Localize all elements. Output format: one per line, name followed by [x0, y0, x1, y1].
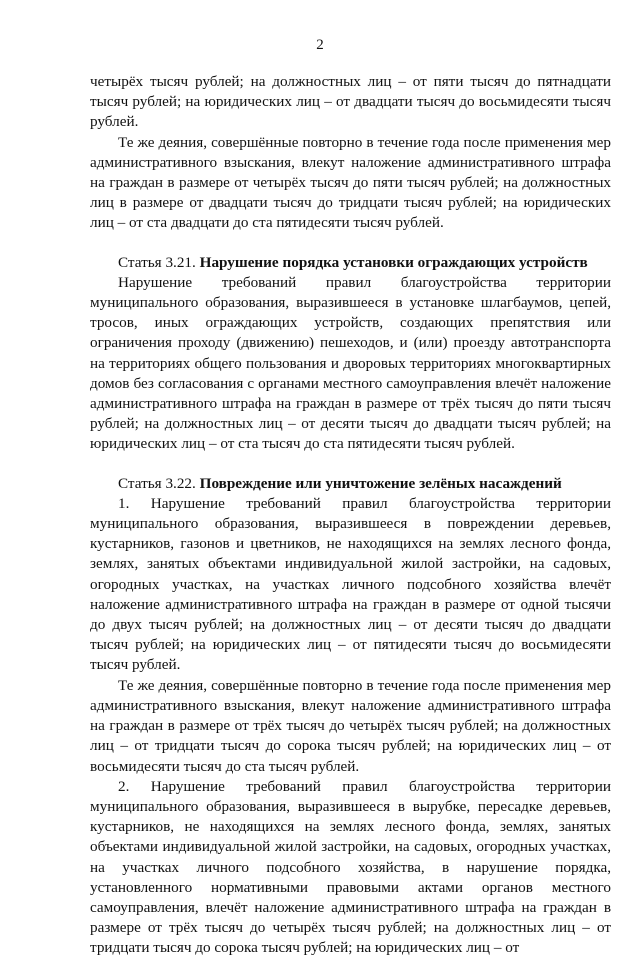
page-number: 2 — [316, 37, 324, 53]
article-3-21-title: Нарушение порядка установки ограждающих устройств — [199, 253, 588, 271]
article-3-21-prefix: Статья 3.21. — [118, 253, 196, 271]
article-3-22-prefix: Статья 3.22. — [118, 474, 196, 492]
article-3-22-item-2: 2. Нарушение требований правил благоустройства территории муниципального образования, выразившееся в вырубке, пересадке деревьев, кустарников, не находящихся на землях лесного фонда, землях, занятых объектами индивидуальной жилой застройки, на садовых, огородных участках, на участках личного подсобного хозяйства, в нарушение порядка, установленного нормативными правовыми актами органов местного самоуправления, влечёт наложение административного штрафа на граждан в размере от трёх тысяч до четырёх тысяч рублей; на должностных лиц – от тридцати тысяч до сорока тысяч рублей; на юридических лиц – от — [90, 777, 611, 957]
article-3-21-heading — [90, 253, 611, 273]
paragraph-fines-continued: четырёх тысяч рублей; на должностных лиц – от пяти тысяч до пятнадцати тысяч рублей; на юридических лиц – от двадцати тысяч до восьмидесяти тысяч рублей. — [90, 73, 611, 131]
article-3-22-item-1: 1. Нарушение требований правил благоустройства территории муниципального образования, выразившееся в повреждении деревьев, кустарников, газонов и цветников, не находящихся на землях лесного фонда, землях, занятых объектами индивидуальной жилой застройки, на садовых, огородных участках, на участках личного подсобного хозяйства влечёт наложение административного штрафа на граждан в размере от одной тысячи до двух тысяч рублей; на должностных лиц – от десяти тысяч до двадцати тысяч рублей; на юридических лиц – от пятидесяти тысяч до восьмидесяти тысяч рублей. — [90, 494, 611, 674]
article-3-22-item-1-repeat: Те же деяния, совершённые повторно в течение года после применения мер административного взыскания, влекут наложение административного штрафа на граждан в размере от трёх тысяч до четырёх тысяч рублей; на должностных лиц – от тридцати тысяч до сорока тысяч рублей; на юридических лиц – от восьмидесяти тысяч до ста тысяч рублей. — [90, 676, 611, 775]
article-3-22-title: Повреждение или уничтожение зелёных насаждений — [199, 474, 562, 492]
article-3-22-heading — [90, 474, 611, 494]
section-gap — [90, 234, 611, 253]
section-gap — [90, 455, 611, 474]
body-text — [90, 72, 611, 959]
article-3-21-body: Нарушение требований правил благоустройства территории муниципального образования, выразившееся в установке шлагбаумов, цепей, тросов, иных ограждающих устройств, создающих препятствия или ограничения проходу (движению) пешеходов, и (или) проезду автотранспорта на территориях общего пользования и дворовых территориях многоквартирных домов без согласования с органами местного самоуправления влечёт наложение административного штрафа на граждан в размере от трёх тысяч до пяти тысяч рублей; на должностных лиц – от десяти тысяч до двадцати тысяч рублей; на юридических лиц – от ста тысяч до ста пятидесяти тысяч рублей. — [90, 273, 611, 453]
paragraph-repeat-offense: Те же деяния, совершённые повторно в течение года после применения мер административного взыскания, влекут наложение административного штрафа на граждан в размере от четырёх тысяч до пяти тысяч рублей; на должностных лиц в размере от двадцати тысяч до тридцати тысяч рублей; на юридических лиц – от ста двадцати до ста пятидесяти тысяч рублей. — [90, 133, 611, 232]
